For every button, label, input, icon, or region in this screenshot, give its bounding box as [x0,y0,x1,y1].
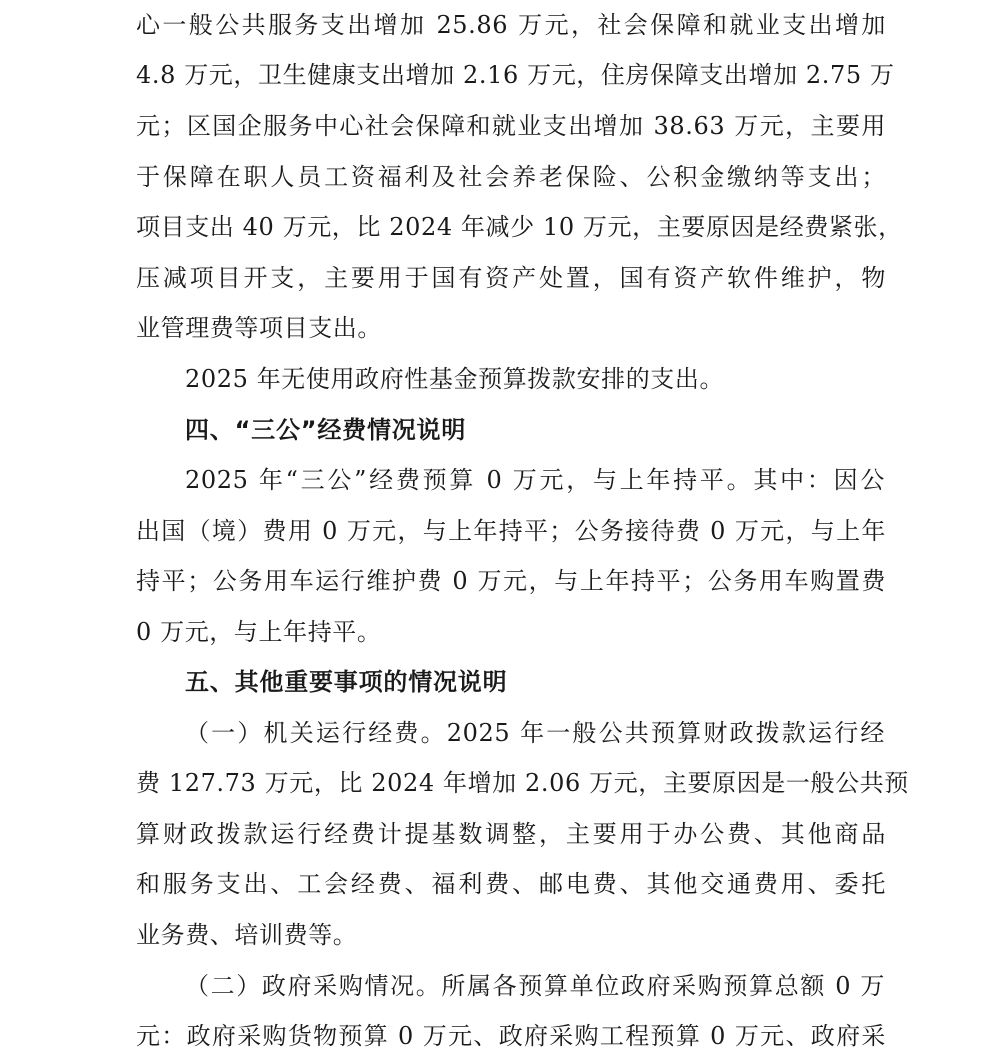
paragraph-line: 元：政府采购货物预算 0 万元、政府采购工程预算 0 万元、政府采 [136,1022,886,1050]
section-heading-4: 四、“三公”经费情况说明 [185,416,467,444]
section-heading-5: 五、其他重要事项的情况说明 [185,668,508,696]
paragraph-line: 项目支出 40 万元，比 2024 年减少 10 万元，主要原因是经费紧张， [136,213,903,241]
paragraph-line: 2025 年无使用政府性基金预算拨款安排的支出。 [185,365,725,393]
paragraph-line: 压减项目开支，主要用于国有资产处置，国有资产软件维护，物 [136,264,886,292]
paragraph-line: 0 万元，与上年持平。 [136,618,382,646]
paragraph-line: 心一般公共服务支出增加 25.86 万元，社会保障和就业支出增加 [136,11,886,39]
paragraph-line: 持平；公务用车运行维护费 0 万元，与上年持平；公务用车购置费 [136,567,886,595]
paragraph-line: 费 127.73 万元，比 2024 年增加 2.06 万元，主要原因是一般公共预 [136,769,909,797]
paragraph-line: 于保障在职人员工资福利及社会养老保险、公积金缴纳等支出； [136,163,886,191]
paragraph-line: 业务费、培训费等。 [136,921,358,949]
paragraph-line: 出国（境）费用 0 万元，与上年持平；公务接待费 0 万元，与上年 [136,517,886,545]
paragraph-line: 和服务支出、工会经费、福利费、邮电费、其他交通费用、委托 [136,870,886,898]
paragraph-line: （二）政府采购情况。所属各预算单位政府采购预算总额 0 万 [185,972,885,1000]
paragraph-line: （一）机关运行经费。2025 年一般公共预算财政拨款运行经 [185,719,885,747]
paragraph-line: 业管理费等项目支出。 [136,314,382,342]
paragraph-line: 元；区国企服务中心社会保障和就业支出增加 38.63 万元，主要用 [136,112,886,140]
paragraph-line: 算财政拨款运行经费计提基数调整，主要用于办公费、其他商品 [136,820,886,848]
paragraph-line: 4.8 万元，卫生健康支出增加 2.16 万元，住房保障支出增加 2.75 万 [136,61,895,89]
paragraph-line: 2025 年“三公”经费预算 0 万元，与上年持平。其中：因公 [185,466,885,494]
